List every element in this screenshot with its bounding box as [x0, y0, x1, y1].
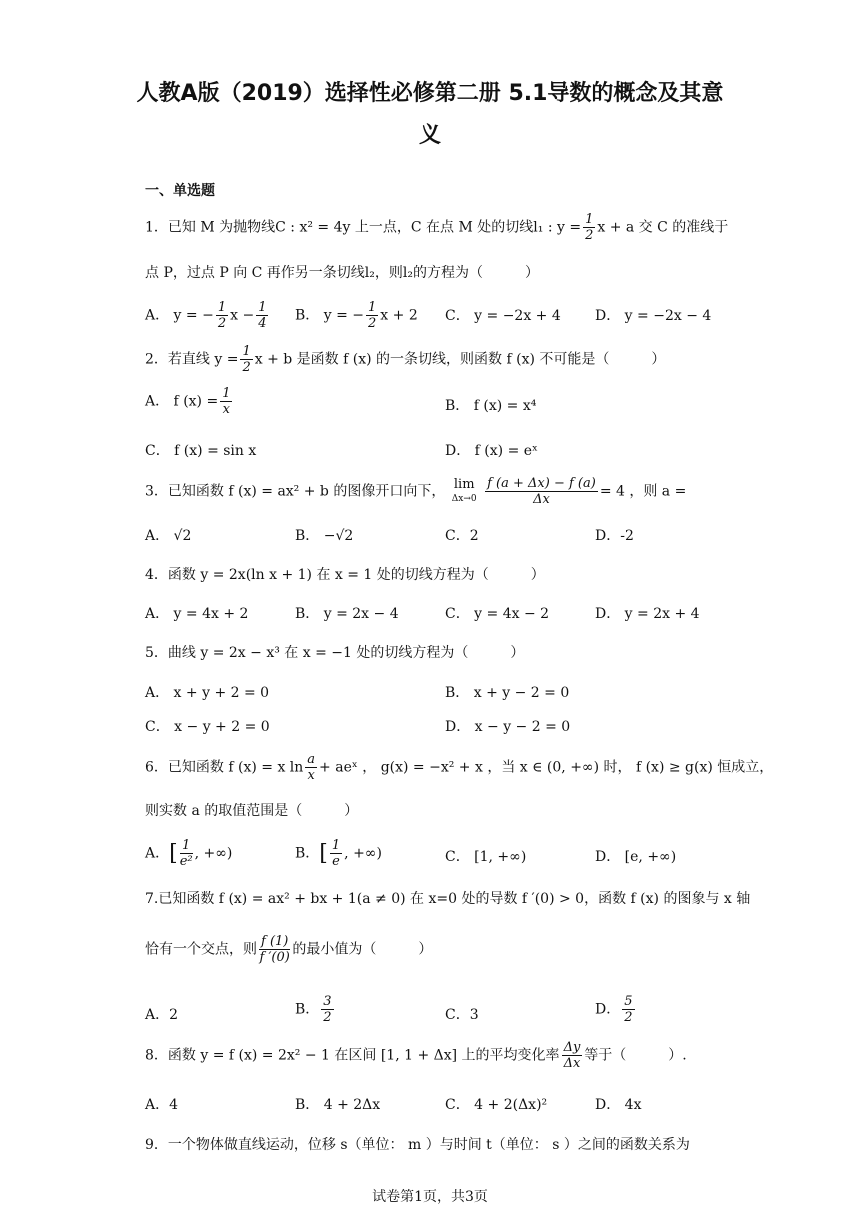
question-7-line1: 7.已知函数 f (x) = ax² + bx + 1(a ≠ 0) 在 x=0 处的导数 f ′(0) > 0，函数 f (x) 的图象与 x 轴	[145, 891, 751, 907]
question-4: 4．函数 y = 2x(ln x + 1) 在 x = 1 处的切线方程为（ ）	[145, 567, 545, 583]
q4-option-c: C． y = 4x − 2	[445, 606, 550, 622]
question-6-line1: 6．已知函数 f (x) = x ln $\frac{a}{x}$ + aeˣ ， g(x) = −x² + x ，当 x ∈ (0, +∞) 时， f (x) ≥ g(x) 恒成立，	[145, 752, 774, 783]
q6-option-d: D． [e, +∞)	[595, 849, 677, 865]
q3-option-d: D．-2	[595, 528, 634, 544]
q5-option-d: D． x − y − 2 = 0	[445, 719, 571, 735]
q5-option-c: C． x − y + 2 = 0	[145, 719, 270, 735]
q6-option-a: A．[ $\frac{1}{\text{e²}}$ , +∞)	[145, 838, 233, 869]
q8-option-a: A．4	[145, 1097, 179, 1113]
q7-option-c: C．3	[445, 1007, 479, 1023]
question-6-line2: 则实数 a 的取值范围是（ ）	[145, 803, 359, 819]
q4-option-a: A． y = 4x + 2	[145, 606, 249, 622]
q4-option-b: B． y = 2x − 4	[295, 606, 399, 622]
question-1-line1: 1．已知 M 为抛物线C : x² = 4y 上一点，C 在点 M 处的切线l₁ : y = $\frac{1}{2}$ x + a 交 C 的准线于	[145, 212, 729, 243]
fraction: $\frac{1}{2}$	[585, 212, 594, 243]
q3-option-a: A． √2	[145, 528, 192, 544]
q3-option-c: C．2	[445, 528, 479, 544]
question-9: 9．一个物体做直线运动，位移 s（单位： m ）与时间 t（单位： s ）之间的函数关系为	[145, 1137, 690, 1153]
doc-title-line2: 义	[418, 123, 441, 148]
q7-option-d: D． $\frac{5}{2}$	[595, 994, 633, 1025]
q1-option-a: A． y = − $\frac{1}{2}$ x − $\frac{1}{4}$	[145, 300, 267, 331]
q7-option-b: B． $\frac{3}{2}$	[295, 994, 332, 1025]
q2-option-a: A． f (x) = $\frac{1}{x}$	[145, 386, 231, 417]
q8-option-d: D． 4x	[595, 1097, 642, 1113]
q5-option-a: A． x + y + 2 = 0	[145, 685, 270, 701]
doc-title-line1: 人教A版（2019）选择性必修第二册 5.1导数的概念及其意	[136, 81, 724, 106]
q3-option-b: B． −√2	[295, 528, 354, 544]
q8-option-c: C． 4 + 2(Δx)²	[445, 1097, 548, 1113]
page-footer: 试卷第1页，共3页	[372, 1189, 488, 1205]
q1-option-c: C． y = −2x + 4	[445, 308, 561, 324]
question-8: 8．函数 y = f (x) = 2x² − 1 在区间 [1, 1 + Δx] 上的平均变化率 $\frac{\Delta y}{\Delta x}$ 等于（ ）.	[145, 1040, 687, 1071]
q5-option-b: B． x + y − 2 = 0	[445, 685, 570, 701]
q4-option-d: D． y = 2x + 4	[595, 606, 700, 622]
q1-option-b: B． y = − $\frac{1}{2}$ x + 2	[295, 300, 418, 331]
question-3: 3．已知函数 f (x) = ax² + b 的图像开口向下， lim Δx→0 $\frac{f (a + \Delta x) - f (a)}{\Delta x}$ = 4 ，则 a =	[145, 476, 687, 507]
q7-option-a: A．2	[145, 1007, 179, 1023]
q6-option-b: B．[ $\frac{1}{e}$ , +∞)	[295, 838, 382, 869]
section-heading: 一、单选题	[145, 183, 215, 199]
q6-option-c: C． [1, +∞)	[445, 849, 527, 865]
question-7-line2: 恰有一个交点，则 $\frac{f (1)}{f '(0)}$ 的最小值为（ ）	[145, 934, 433, 965]
q2-option-c: C． f (x) = sin x	[145, 443, 257, 459]
q2-option-b: B． f (x) = x⁴	[445, 398, 537, 414]
q2-option-d: D． f (x) = eˣ	[445, 443, 538, 459]
question-1-line2: 点 P，过点 P 向 C 再作另一条切线l₂，则l₂的方程为（ ）	[145, 265, 539, 281]
q8-option-b: B． 4 + 2Δx	[295, 1097, 381, 1113]
q1-option-d: D． y = −2x − 4	[595, 308, 712, 324]
question-2: 2．若直线 y = $\frac{1}{2}$ x + b 是函数 f (x) 的一条切线，则函数 f (x) 不可能是（ ）	[145, 344, 666, 375]
question-5: 5．曲线 y = 2x − x³ 在 x = −1 处的切线方程为（ ）	[145, 645, 525, 661]
